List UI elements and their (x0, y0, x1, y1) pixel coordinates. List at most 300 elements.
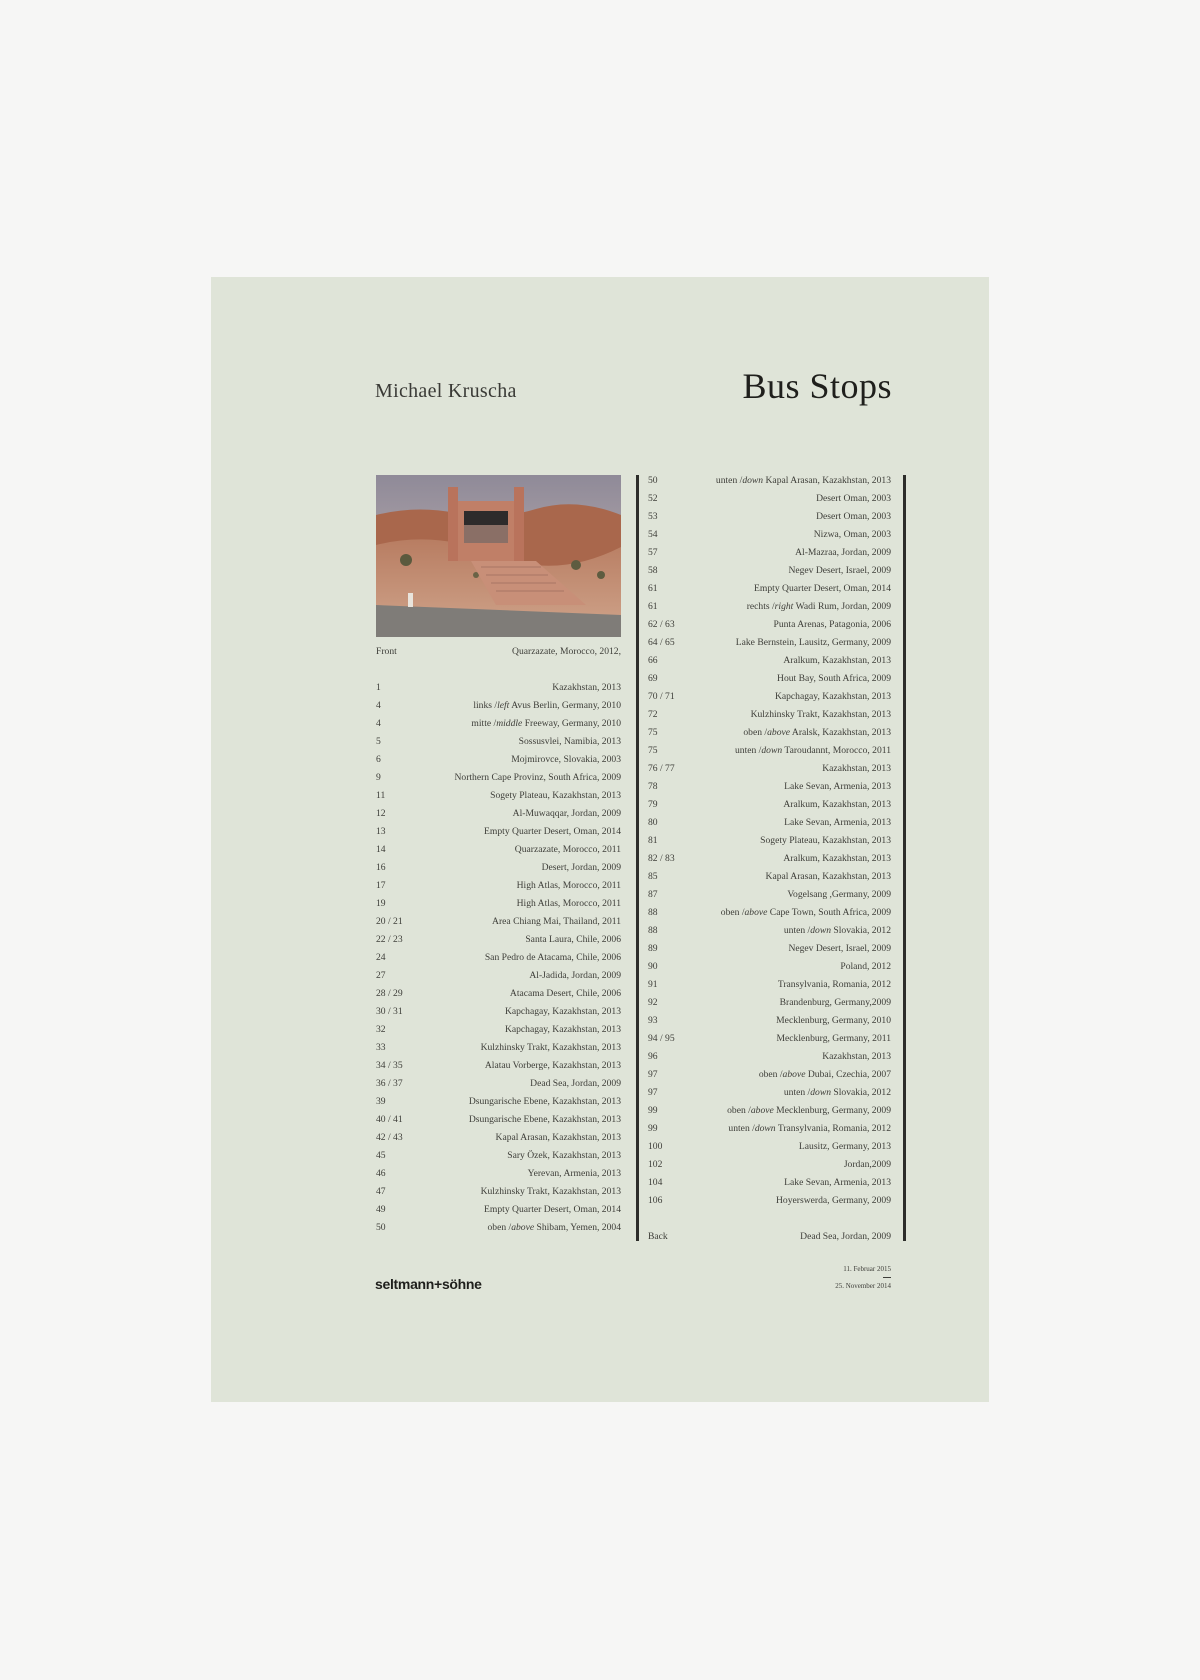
list-item (648, 1012, 891, 1030)
list-item (648, 526, 891, 544)
place-name: Empty Quarter Desert, Oman, 2014 (484, 1204, 621, 1215)
list-item (376, 1219, 621, 1237)
list-item (376, 787, 621, 805)
english-prefix: down (810, 1087, 832, 1098)
english-prefix: down (754, 1123, 776, 1134)
english-prefix: above (782, 1069, 806, 1080)
page-number: 89 (648, 943, 658, 954)
page-number: 61 (648, 583, 658, 594)
list-item (376, 1039, 621, 1057)
place-name: Desert, Jordan, 2009 (541, 862, 621, 873)
place-name: Nizwa, Oman, 2003 (813, 529, 891, 540)
page-number: 75 (648, 727, 658, 738)
location-text (721, 904, 891, 922)
page-number: 99 (648, 1105, 658, 1116)
german-prefix: unten / (783, 925, 811, 936)
location-text (816, 508, 891, 526)
list-item (648, 562, 891, 580)
page-number: Back (648, 1231, 668, 1242)
list-item (648, 778, 891, 796)
place-name: Atacama Desert, Chile, 2006 (509, 988, 621, 999)
location-text (777, 670, 891, 688)
list-item (648, 940, 891, 958)
place-name: Taroudannt, Morocco, 2011 (782, 745, 891, 756)
place-name: Desert Oman, 2003 (816, 493, 891, 504)
location-text (822, 760, 891, 778)
start-date: 11. Februar 2015 (843, 1265, 891, 1273)
place-name: Area Chiang Mai, Thailand, 2011 (492, 916, 621, 927)
list-item (648, 832, 891, 850)
location-text (784, 814, 891, 832)
page-number: 50 (376, 1222, 386, 1233)
book-cover (211, 277, 989, 1402)
place-name: Negev Desert, Israel, 2009 (788, 943, 891, 954)
page-number: 1 (376, 682, 381, 693)
list-item (648, 850, 891, 868)
location-text (760, 832, 891, 850)
page-number: 54 (648, 529, 658, 540)
place-name: Kapal Arasan, Kazakhstan, 2013 (763, 475, 891, 486)
english-prefix: above (511, 1222, 535, 1233)
location-text (743, 724, 891, 742)
page-number: 20 / 21 (376, 916, 403, 927)
location-text (816, 490, 891, 508)
list-item (376, 1201, 621, 1219)
page-number: 40 / 41 (376, 1114, 403, 1125)
list-item (648, 1120, 891, 1138)
english-prefix: above (767, 727, 791, 738)
column-rule (903, 475, 906, 1241)
page-number: 16 (376, 862, 386, 873)
page-number: 30 / 31 (376, 1006, 403, 1017)
german-prefix: unten / (783, 1087, 811, 1098)
location-text (783, 796, 891, 814)
photo-index-right (648, 472, 891, 1246)
list-item (648, 1048, 891, 1066)
place-name: Empty Quarter Desert, Oman, 2014 (484, 826, 621, 837)
location-text (485, 949, 621, 967)
place-name: Aralkum, Kazakhstan, 2013 (783, 853, 891, 864)
location-text (800, 1228, 891, 1246)
place-name: Dead Sea, Jordan, 2009 (800, 1231, 891, 1242)
german-prefix: rechts / (746, 601, 775, 612)
place-name: Hout Bay, South Africa, 2009 (777, 673, 891, 684)
place-name: Dead Sea, Jordan, 2009 (530, 1078, 621, 1089)
list-item (376, 1075, 621, 1093)
list-item (648, 1102, 891, 1120)
location-text (777, 1030, 891, 1048)
place-name: Sogety Plateau, Kazakhstan, 2013 (490, 790, 621, 801)
page-number: 46 (376, 1168, 386, 1179)
location-text (814, 526, 891, 544)
place-name: Sary Özek, Kazakhstan, 2013 (507, 1150, 621, 1161)
list-item (376, 733, 621, 751)
list-item (648, 544, 891, 562)
list-item (648, 742, 891, 760)
location-text (525, 931, 621, 949)
place-name: Kapchagay, Kazakhstan, 2013 (504, 1024, 621, 1035)
place-name: Mecklenburg, Germany, 2011 (776, 1033, 891, 1044)
page-number: 62 / 63 (648, 619, 675, 630)
place-name: Kazakhstan, 2013 (552, 682, 621, 693)
list-item (648, 976, 891, 994)
list-item (648, 1138, 891, 1156)
place-name: Kazakhstan, 2013 (822, 1051, 891, 1062)
place-name: High Atlas, Morocco, 2011 (516, 880, 621, 891)
list-item (376, 1003, 621, 1021)
location-text (552, 679, 621, 697)
page-number: 11 (376, 790, 386, 801)
page-number: 32 (376, 1024, 386, 1035)
place-name: Lake Sevan, Armenia, 2013 (784, 781, 891, 792)
page-number: 72 (648, 709, 658, 720)
place-name: Vogelsang ,Germany, 2009 (787, 889, 891, 900)
location-text (759, 1066, 891, 1084)
list-item (648, 1030, 891, 1048)
place-name: Sogety Plateau, Kazakhstan, 2013 (760, 835, 891, 846)
list-item (376, 715, 621, 733)
page-number: 99 (648, 1123, 658, 1134)
page-number: 49 (376, 1204, 386, 1215)
list-item (648, 1228, 891, 1246)
english-prefix: middle (496, 718, 523, 729)
location-text (484, 1201, 621, 1219)
english-prefix: down (761, 745, 783, 756)
page-number: 4 (376, 718, 381, 729)
page-number: Front (376, 646, 397, 657)
list-item (648, 634, 891, 652)
place-name: Brandenburg, Germany,2009 (779, 997, 891, 1008)
page-number: 104 (648, 1177, 663, 1188)
location-text (766, 868, 891, 886)
page-number: 34 / 35 (376, 1060, 403, 1071)
location-text (519, 733, 621, 751)
german-prefix: oben / (487, 1222, 512, 1233)
location-text (783, 850, 891, 868)
location-text (507, 1147, 621, 1165)
page-number: 28 / 29 (376, 988, 403, 999)
place-name: Aralsk, Kazakhstan, 2013 (790, 727, 891, 738)
location-text (473, 697, 621, 715)
location-text (776, 1192, 891, 1210)
list-item (376, 1129, 621, 1147)
location-text (505, 1021, 621, 1039)
list-item (376, 1111, 621, 1129)
page-number: 19 (376, 898, 386, 909)
place-name: Wadi Rum, Jordan, 2009 (793, 601, 891, 612)
page-number: 97 (648, 1087, 658, 1098)
german-prefix: oben / (720, 907, 745, 918)
list-item (376, 679, 621, 697)
location-text (788, 940, 891, 958)
page-number: 17 (376, 880, 386, 891)
list-item (376, 823, 621, 841)
list-item (648, 670, 891, 688)
page-number: 27 (376, 970, 386, 981)
page-number: 50 (648, 475, 658, 486)
place-name: Quarzazate, Morocco, 2011 (514, 844, 621, 855)
list-item (376, 1165, 621, 1183)
place-name: Dsungarische Ebene, Kazakhstan, 2013 (468, 1096, 621, 1107)
list-item (648, 598, 891, 616)
location-text (840, 958, 891, 976)
page-number: 106 (648, 1195, 663, 1206)
place-name: Dsungarische Ebene, Kazakhstan, 2013 (468, 1114, 621, 1125)
location-text (799, 1138, 891, 1156)
location-text (517, 877, 621, 895)
place-name: Mecklenburg, Germany, 2010 (776, 1015, 891, 1026)
list-item (376, 751, 621, 769)
page-number: 94 / 95 (648, 1033, 675, 1044)
place-name: Transylvania, Romania, 2012 (775, 1123, 891, 1134)
place-name: Al-Muwaqqar, Jordan, 2009 (512, 808, 621, 819)
german-prefix: oben / (758, 1069, 783, 1080)
place-name: Kapal Arasan, Kazakhstan, 2013 (765, 871, 891, 882)
location-text (492, 913, 621, 931)
location-text (487, 1219, 621, 1237)
place-name: Aralkum, Kazakhstan, 2013 (783, 799, 891, 810)
list-item (376, 949, 621, 967)
list-item (376, 913, 621, 931)
list-item (648, 490, 891, 508)
page-number: 90 (648, 961, 658, 972)
place-name: Al-Mazraa, Jordan, 2009 (795, 547, 891, 558)
location-text (754, 580, 891, 598)
location-text (542, 859, 621, 877)
page-number: 81 (648, 835, 658, 846)
location-text (511, 751, 621, 769)
location-text (780, 994, 891, 1012)
german-prefix: unten / (715, 475, 743, 486)
list-item (648, 616, 891, 634)
list-item (648, 958, 891, 976)
page-number: 47 (376, 1186, 386, 1197)
end-date: 25. November 2014 (835, 1282, 891, 1290)
place-name: Cape Town, South Africa, 2009 (767, 907, 891, 918)
page-number: 57 (648, 547, 658, 558)
list-item (648, 1192, 891, 1210)
english-prefix: right (774, 601, 794, 612)
page-number: 78 (648, 781, 658, 792)
place-name: Dubai, Czechia, 2007 (805, 1069, 891, 1080)
location-text (469, 1111, 621, 1129)
page-number: 13 (376, 826, 386, 837)
page-number: 42 / 43 (376, 1132, 403, 1143)
place-name: Kulzhinsky Trakt, Kazakhstan, 2013 (480, 1042, 621, 1053)
page-number: 66 (648, 655, 658, 666)
page-number: 12 (376, 808, 386, 819)
location-text (496, 1129, 621, 1147)
location-text (529, 967, 621, 985)
list-item (648, 868, 891, 886)
list-item (648, 652, 891, 670)
list-item (648, 1084, 891, 1102)
page-number: 14 (376, 844, 386, 855)
location-text (788, 562, 891, 580)
place-name: Kapchagay, Kazakhstan, 2013 (774, 691, 891, 702)
english-prefix: above (750, 1105, 774, 1116)
german-prefix: oben / (727, 1105, 751, 1116)
page-number: 75 (648, 745, 658, 756)
front-cover-entry (376, 643, 621, 661)
place-name: Shibam, Yemen, 2004 (534, 1222, 621, 1233)
place-name: Transylvania, Romania, 2012 (777, 979, 891, 990)
location-text (530, 1075, 621, 1093)
list-item (648, 1174, 891, 1192)
list-item (648, 706, 891, 724)
location-text (784, 1084, 891, 1102)
place-name: Jordan,2009 (843, 1159, 891, 1170)
location-text (469, 1093, 621, 1111)
list-item (376, 769, 621, 787)
location-text (481, 1039, 621, 1057)
photo-index-left (376, 679, 621, 1237)
location-text (484, 823, 621, 841)
page-number: 96 (648, 1051, 658, 1062)
page-number: 70 / 71 (648, 691, 675, 702)
place-name: Hoyerswerda, Germany, 2009 (776, 1195, 891, 1206)
page-number: 93 (648, 1015, 658, 1026)
page-number: 52 (648, 493, 658, 504)
page-number: 82 / 83 (648, 853, 675, 864)
location-text (716, 472, 891, 490)
german-prefix: links / (473, 700, 498, 711)
place-name: Poland, 2012 (840, 961, 891, 972)
date-divider (883, 1277, 891, 1278)
location-text (481, 1183, 621, 1201)
list-item (376, 841, 621, 859)
place-name: Freeway, Germany, 2010 (522, 718, 621, 729)
location-text (747, 598, 891, 616)
page-number: 36 / 37 (376, 1078, 403, 1089)
list-item (376, 1021, 621, 1039)
bus-stop-photo-icon (376, 475, 621, 637)
location-text (517, 895, 621, 913)
list-item (376, 805, 621, 823)
place-name: Northern Cape Provinz, South Africa, 2009 (454, 772, 621, 783)
page-number: 22 / 23 (376, 934, 403, 945)
place-name: Kazakhstan, 2013 (822, 763, 891, 774)
page-number: 5 (376, 736, 381, 747)
place-name: Kulzhinsky Trakt, Kazakhstan, 2013 (480, 1186, 621, 1197)
list-item (376, 1093, 621, 1111)
list-item (376, 1057, 621, 1075)
page-number: 85 (648, 871, 658, 882)
location-text (513, 805, 621, 823)
page-number: 97 (648, 1069, 658, 1080)
exhibition-dates (811, 1264, 891, 1291)
list-item (376, 877, 621, 895)
place-name: Aralkum, Kazakhstan, 2013 (783, 655, 891, 666)
location-text (735, 742, 891, 760)
place-name: Mojmirovce, Slovakia, 2003 (511, 754, 621, 765)
page-number: 88 (648, 907, 658, 918)
list-item (648, 1210, 891, 1228)
list-item (376, 985, 621, 1003)
page-number: 61 (648, 601, 658, 612)
page-number: 87 (648, 889, 658, 900)
location-text (727, 1102, 891, 1120)
place-name: Desert Oman, 2003 (816, 511, 891, 522)
list-item (648, 688, 891, 706)
list-item (648, 724, 891, 742)
location-text (783, 652, 891, 670)
location-text (776, 1012, 891, 1030)
location-text (784, 1174, 891, 1192)
page-number: 53 (648, 511, 658, 522)
location-text: Quarzazate, Morocco, 2012, (512, 646, 621, 657)
location-text (795, 544, 891, 562)
location-text (751, 706, 891, 724)
location-text (778, 976, 891, 994)
place-name: Lake Sevan, Armenia, 2013 (784, 1177, 891, 1188)
location-text (490, 787, 621, 805)
list-item (648, 994, 891, 1012)
author-name: Michael Kruscha (375, 380, 517, 402)
list-item (376, 643, 621, 661)
location-text (844, 1156, 891, 1174)
list-item (648, 796, 891, 814)
location-text (784, 778, 891, 796)
page-number: 100 (648, 1141, 663, 1152)
page-number: 39 (376, 1096, 386, 1107)
place-name: Avus Berlin, Germany, 2010 (509, 700, 621, 711)
place-name: Lake Sevan, Armenia, 2013 (784, 817, 891, 828)
german-prefix: mitte / (471, 718, 497, 729)
place-name: Negev Desert, Israel, 2009 (788, 565, 891, 576)
page-number: 4 (376, 700, 381, 711)
list-item (376, 895, 621, 913)
place-name: Punta Arenas, Patagonia, 2006 (773, 619, 891, 630)
location-text (505, 1003, 621, 1021)
list-item (648, 886, 891, 904)
place-name: Kapal Arasan, Kazakhstan, 2013 (495, 1132, 621, 1143)
page-number: 80 (648, 817, 658, 828)
location-text (822, 1048, 891, 1066)
page-number: 102 (648, 1159, 663, 1170)
page-number: 33 (376, 1042, 386, 1053)
page-number: 24 (376, 952, 386, 963)
list-item (648, 472, 891, 490)
list-item (376, 1183, 621, 1201)
place-name: Slovakia, 2012 (831, 1087, 891, 1098)
list-item (376, 967, 621, 985)
page-number: 58 (648, 565, 658, 576)
list-item (648, 922, 891, 940)
place-name: Santa Laura, Chile, 2006 (525, 934, 621, 945)
list-item (376, 931, 621, 949)
place-name: Alatau Vorberge, Kazakhstan, 2013 (484, 1060, 621, 1071)
page-number: 91 (648, 979, 658, 990)
english-prefix: down (742, 475, 764, 486)
english-prefix: above (744, 907, 768, 918)
location-text (787, 886, 891, 904)
page-number: 79 (648, 799, 658, 810)
german-prefix: oben / (743, 727, 768, 738)
location-text (528, 1165, 621, 1183)
location-text (728, 1120, 891, 1138)
location-text (784, 922, 891, 940)
location-text (454, 769, 621, 787)
place-name: Mecklenburg, Germany, 2009 (773, 1105, 891, 1116)
location-text (773, 616, 891, 634)
place-name: Al-Jadida, Jordan, 2009 (529, 970, 621, 981)
list-item (648, 1156, 891, 1174)
page-number: 6 (376, 754, 381, 765)
english-prefix: down (810, 925, 832, 936)
location-text (471, 715, 621, 733)
location-text (485, 1057, 621, 1075)
